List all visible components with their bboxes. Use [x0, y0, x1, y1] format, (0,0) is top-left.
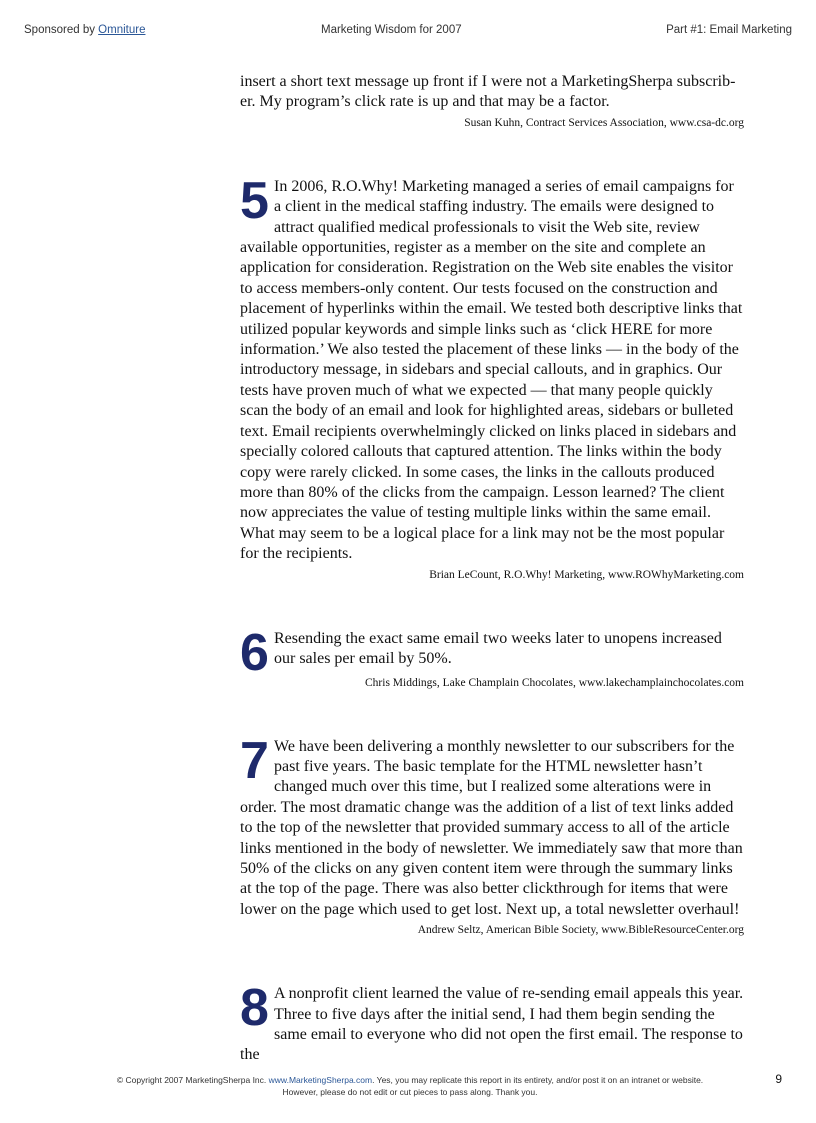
copyright-text: © Copyright 2007 MarketingSherpa Inc.: [116, 1075, 269, 1085]
sponsor-line: [24, 24, 145, 36]
sponsor-link[interactable]: Omniture: [98, 24, 146, 36]
tip-attribution: Andrew Seltz, American Bible Society, www.BibleResourceCenter.org: [417, 924, 744, 937]
tip-7: [240, 731, 744, 939]
tip-text: A nonprofit client learned the value of re-sending email appeals this year. Three to five days after the initial send, I had them begin sending the same email to everyone who did not open the first email. The response to the: [240, 985, 744, 1064]
tip-5: [240, 171, 744, 583]
tip-number: 8: [240, 979, 268, 1038]
footer-link[interactable]: www.MarketingSherpa.com: [268, 1075, 373, 1085]
page-footer: [80, 1074, 786, 1098]
footer-line-2: However, please do not edit or cut pieces to pass along. Thank you.: [282, 1087, 538, 1097]
tip-attribution: Brian LeCount, R.O.Why! Marketing, www.ROWhyMarketing.com: [429, 568, 744, 581]
tip-text: In 2006, R.O.Why! Marketing managed a series of email campaigns for a client in the medical staffing industry. The emails were designed to attract qualified medical professionals to visit the Web site, review available opportunities, register as a member on the site and complete an application for consideration. Registration on the Web site enables the visitor to access members-only content. Our tests focused on the construction and placement of hyperlinks within the email. We tested both descriptive links that utilized popular keywords and simple links such as ‘click HERE for more information.’ We also tested the placement of these links — in the body of the introductory message, in sidebars and special callouts, and in graphics. Our tests have proven much of what we expected — that many people quickly scan the body of an email and look for highlighted areas, sidebars or bulleted text. Email recipients overwhelmingly clicked on links placed in sidebars and specially colored callouts that captured attention. The links within the body copy were rarely clicked. In some cases, the links in the callouts produced more than 80% of the clicks from the campaign. Lesson learned? The client now appreciates the value of testing multiple links within the same email. What may seem to be a logical place for a link may not be the most popular for the recipients.: [240, 177, 743, 563]
main-content: [240, 72, 744, 1066]
intro-block: [240, 72, 744, 131]
report-title: Marketing Wisdom for 2007: [321, 24, 462, 36]
tip-text: We have been delivering a monthly newsletter to our subscribers for the past five years. The basic template for the HTML newsletter hasn’t changed much over this time, but I realized some alterations were in order. The most dramatic change was the addition of a list of text links added to the top of the newsletter that provided summary access to all of the article links mentioned in the body of newsletter. We immediately saw that more than 50% of the clicks on any given content item were through the summary links at the top of the page. There was also better clickthrough for items that were lower on the page which used to get lost. Next up, a total newsletter overhaul!: [240, 737, 743, 918]
footer-permission-text: . Yes, you may replicate this report in its entirety, and/or post it on an intranet or website.: [372, 1075, 704, 1085]
intro-text: insert a short text message up front if I were not a MarketingSherpa subscrib-er. My program’s click rate is up and that may be a factor.: [240, 73, 736, 111]
tip-number: 6: [240, 623, 268, 682]
footer-line-1: [80, 1074, 740, 1086]
tip-6: [240, 623, 744, 691]
sponsor-prefix: Sponsored by: [24, 24, 99, 36]
tip-number: 7: [240, 731, 268, 790]
tip-text: Resending the exact same email two weeks later to unopens increased our sales per email by 50%.: [274, 629, 722, 667]
part-label: Part #1: Email Marketing: [666, 24, 792, 36]
page-number: 9: [775, 1072, 782, 1086]
tip-attribution: Chris Middings, Lake Champlain Chocolates, www.lakechamplainchocolates.com: [365, 676, 744, 689]
tip-number: 5: [240, 171, 268, 230]
page-header: [24, 24, 792, 40]
tip-8: [240, 979, 744, 1066]
intro-attribution: Susan Kuhn, Contract Services Association, www.csa-dc.org: [464, 116, 744, 129]
